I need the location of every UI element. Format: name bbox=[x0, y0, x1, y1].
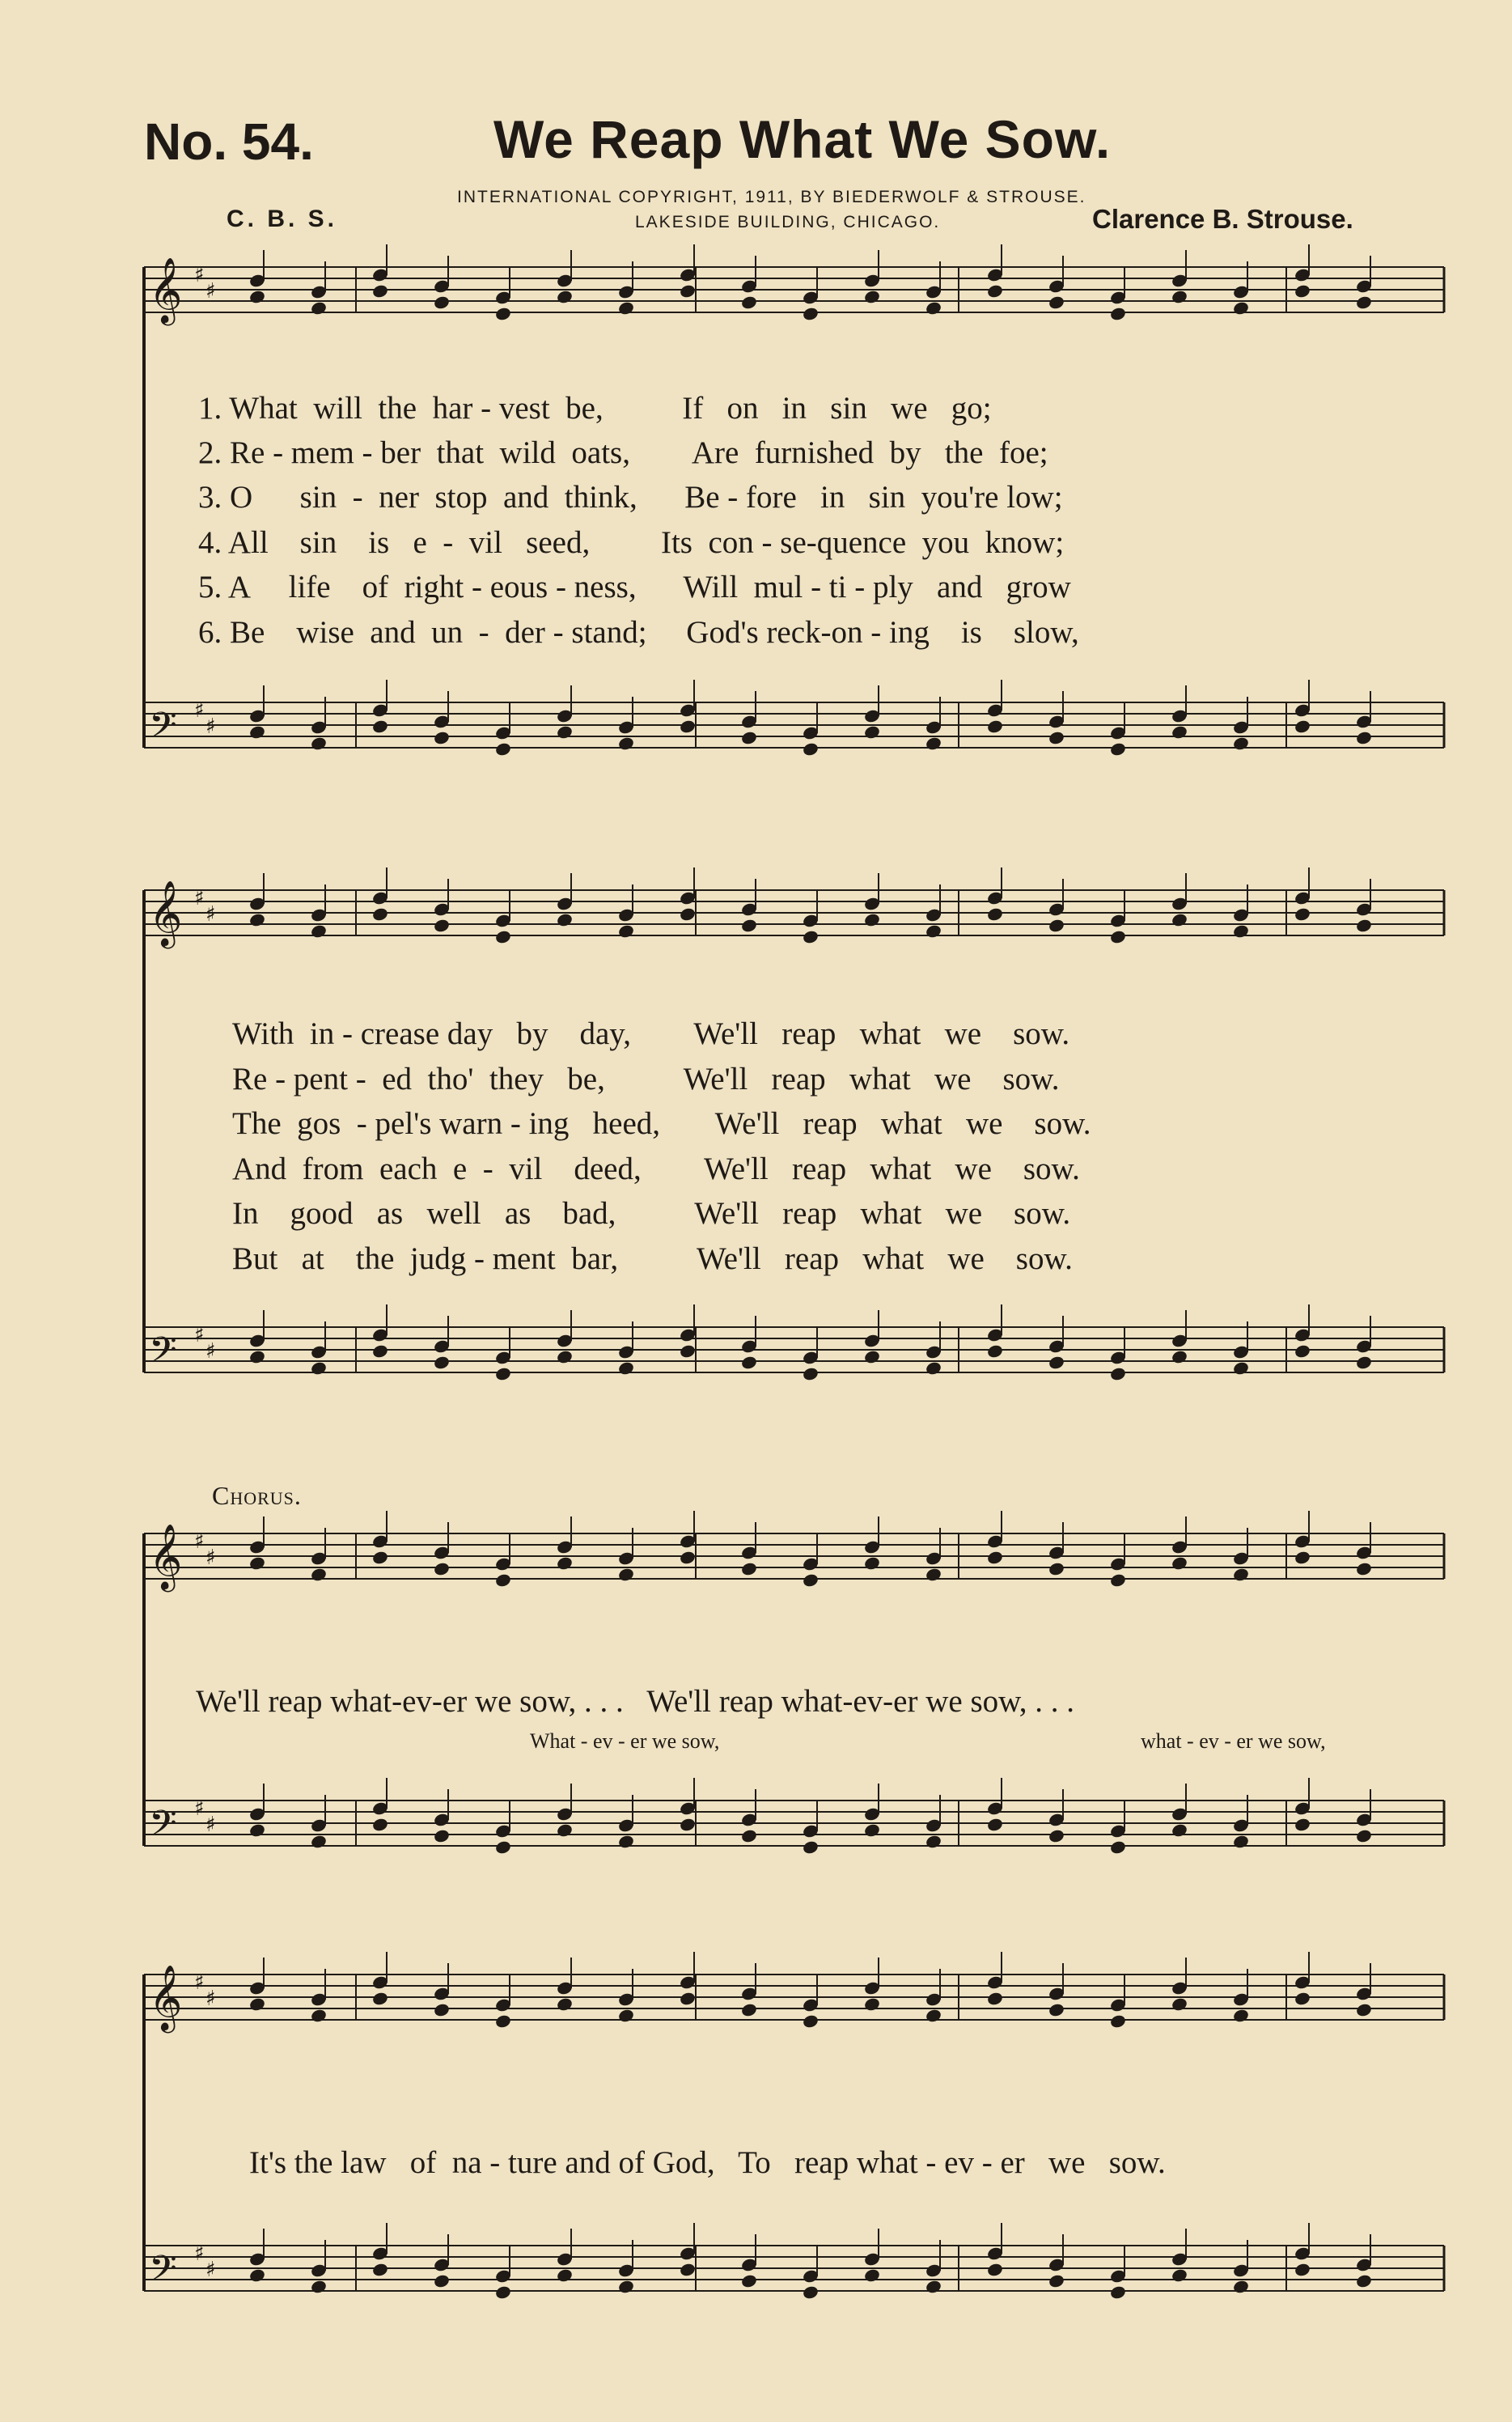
note-head bbox=[617, 1567, 635, 1582]
note-head bbox=[494, 741, 512, 757]
note-head bbox=[310, 2008, 328, 2023]
note-head bbox=[740, 1561, 758, 1576]
note-head bbox=[1294, 719, 1311, 734]
note-head bbox=[494, 2013, 512, 2029]
note-head bbox=[925, 300, 942, 316]
note-head bbox=[433, 1828, 451, 1843]
note-head bbox=[371, 1343, 389, 1359]
note-head bbox=[617, 1360, 635, 1376]
note-head bbox=[1171, 2267, 1188, 2283]
lyricist-initials: C. B. S. bbox=[227, 206, 338, 232]
verse-line: 6. Be wise and un - der - stand; God's reck-on - ing is slow, bbox=[198, 615, 1079, 650]
note-head bbox=[1294, 1550, 1311, 1565]
note-head bbox=[1232, 1834, 1250, 1849]
treble-clef-icon: 𝄞 bbox=[149, 880, 183, 946]
note-head bbox=[740, 1828, 758, 1843]
note-head bbox=[925, 2008, 942, 2023]
note-head bbox=[802, 306, 820, 321]
note-head bbox=[1171, 1822, 1188, 1838]
verse-line: Re - pent - ed tho' they be, We'll reap what we sow. bbox=[232, 1062, 1060, 1096]
bass-clef-icon: 𝄢 bbox=[149, 1329, 177, 1380]
note-head bbox=[986, 1991, 1004, 2006]
note-head bbox=[556, 289, 574, 304]
composer-name: Clarence B. Strouse. bbox=[1092, 204, 1353, 234]
note-head bbox=[740, 730, 758, 745]
note-head bbox=[679, 1550, 697, 1565]
note-head bbox=[1171, 1349, 1188, 1364]
note-head bbox=[556, 912, 574, 927]
note-head bbox=[1294, 283, 1311, 299]
note-head bbox=[556, 1822, 574, 1838]
verse-line: 4. All sin is e - vil seed, Its con - se-quence you know; bbox=[198, 525, 1065, 560]
sharp-icon: ♯ bbox=[194, 1323, 205, 1347]
note-head bbox=[802, 2284, 820, 2300]
note-head bbox=[1232, 923, 1250, 939]
note-head bbox=[1171, 1555, 1188, 1571]
note-head bbox=[1355, 1355, 1373, 1370]
chorus-echo: what - ev - er we sow, bbox=[1141, 1729, 1326, 1753]
note-head bbox=[494, 1572, 512, 1588]
note-head bbox=[310, 736, 328, 751]
note-head bbox=[1232, 1567, 1250, 1582]
chorus-echo: What - ev - er we sow, bbox=[530, 1729, 720, 1753]
note-head bbox=[1232, 736, 1250, 751]
note-head bbox=[248, 724, 266, 740]
note-head bbox=[740, 2002, 758, 2017]
note-head bbox=[1232, 2279, 1250, 2294]
verse-line: But at the judg - ment bar, We'll reap what we sow. bbox=[232, 1241, 1073, 1276]
chorus-lyric: It's the law of na - ture and of God, To reap what - ev - er we sow. bbox=[249, 2145, 1166, 2180]
note-head bbox=[371, 906, 389, 922]
verse-line: 5. A life of right - eous - ness, Will mul - ti - ply and grow bbox=[198, 570, 1071, 604]
note-head bbox=[1109, 2284, 1127, 2300]
publisher-address: LAKESIDE BUILDING, CHICAGO. bbox=[635, 213, 941, 231]
note-head bbox=[1109, 741, 1127, 757]
note-head bbox=[433, 2273, 451, 2288]
note-head bbox=[925, 1834, 942, 1849]
sharp-icon: ♯ bbox=[194, 886, 205, 910]
note-head bbox=[863, 912, 881, 927]
treble-clef-icon: 𝄞 bbox=[149, 1523, 183, 1589]
note-head bbox=[679, 2262, 697, 2277]
note-head bbox=[986, 1817, 1004, 1832]
note-head bbox=[310, 300, 328, 316]
note-head bbox=[802, 1366, 820, 1381]
note-head bbox=[371, 283, 389, 299]
note-head bbox=[679, 1817, 697, 1832]
sharp-icon: ♯ bbox=[194, 2242, 205, 2266]
note-head bbox=[925, 736, 942, 751]
note-head bbox=[925, 1360, 942, 1376]
note-head bbox=[986, 719, 1004, 734]
note-head bbox=[986, 1343, 1004, 1359]
sharp-icon: ♯ bbox=[194, 1529, 205, 1554]
note-head bbox=[556, 1349, 574, 1364]
note-head bbox=[802, 1572, 820, 1588]
note-head bbox=[740, 2273, 758, 2288]
bass-clef-icon: 𝄢 bbox=[149, 1802, 177, 1853]
note-head bbox=[1232, 2008, 1250, 2023]
note-head bbox=[679, 1991, 697, 2006]
verse-line: And from each e - vil deed, We'll reap what we sow. bbox=[232, 1152, 1080, 1186]
note-head bbox=[433, 295, 451, 310]
note-head bbox=[1048, 2273, 1065, 2288]
sharp-icon: ♯ bbox=[194, 1796, 205, 1821]
note-head bbox=[556, 724, 574, 740]
verse-line: The gos - pel's warn - ing heed, We'll reap what we sow. bbox=[232, 1106, 1091, 1141]
verse-line: 1. What will the har - vest be, If on in sin we go; bbox=[198, 391, 992, 426]
note-head bbox=[1232, 300, 1250, 316]
note-head bbox=[248, 912, 266, 927]
note-head bbox=[248, 1822, 266, 1838]
sharp-icon: ♯ bbox=[194, 698, 205, 723]
bass-clef-icon: 𝄢 bbox=[149, 704, 177, 755]
note-head bbox=[1355, 2273, 1373, 2288]
note-head bbox=[1048, 1561, 1065, 1576]
note-head bbox=[863, 1349, 881, 1364]
note-head bbox=[1109, 306, 1127, 321]
note-head bbox=[617, 2279, 635, 2294]
note-head bbox=[1048, 730, 1065, 745]
note-head bbox=[248, 1349, 266, 1364]
note-head bbox=[802, 929, 820, 944]
note-head bbox=[1294, 1817, 1311, 1832]
note-head bbox=[248, 1555, 266, 1571]
note-head bbox=[863, 1555, 881, 1571]
note-head bbox=[925, 923, 942, 939]
note-head bbox=[1294, 906, 1311, 922]
note-head bbox=[1109, 1366, 1127, 1381]
note-head bbox=[1048, 918, 1065, 933]
note-head bbox=[986, 1550, 1004, 1565]
note-head bbox=[1048, 2002, 1065, 2017]
note-head bbox=[986, 2262, 1004, 2277]
note-head bbox=[371, 1550, 389, 1565]
note-head bbox=[617, 923, 635, 939]
note-head bbox=[1171, 912, 1188, 927]
note-head bbox=[925, 2279, 942, 2294]
note-head bbox=[310, 1567, 328, 1582]
note-head bbox=[1294, 1991, 1311, 2006]
note-head bbox=[802, 741, 820, 757]
note-head bbox=[1294, 2262, 1311, 2277]
note-head bbox=[1355, 2002, 1373, 2017]
note-head bbox=[679, 283, 697, 299]
sharp-icon: ♯ bbox=[205, 1339, 216, 1364]
hymn-number: No. 54. bbox=[144, 112, 314, 171]
verse-line: With in - crease day by day, We'll reap what we sow. bbox=[232, 1016, 1070, 1051]
note-head bbox=[1171, 1996, 1188, 2012]
note-head bbox=[1109, 929, 1127, 944]
sharp-icon: ♯ bbox=[205, 902, 216, 927]
note-head bbox=[248, 2267, 266, 2283]
note-head bbox=[679, 906, 697, 922]
note-head bbox=[494, 1366, 512, 1381]
note-head bbox=[1048, 1828, 1065, 1843]
hymn-title: We Reap What We Sow. bbox=[493, 109, 1112, 169]
verse-line: 3. O sin - ner stop and think, Be - fore in sin you're low; bbox=[198, 480, 1063, 515]
note-head bbox=[371, 1991, 389, 2006]
note-head bbox=[433, 2002, 451, 2017]
note-head bbox=[556, 1555, 574, 1571]
note-head bbox=[863, 289, 881, 304]
note-head bbox=[371, 719, 389, 734]
note-head bbox=[433, 1561, 451, 1576]
note-head bbox=[802, 2013, 820, 2029]
copyright-line: INTERNATIONAL COPYRIGHT, 1911, BY BIEDERWOLF & STROUSE. bbox=[457, 188, 1086, 206]
note-head bbox=[1355, 730, 1373, 745]
note-head bbox=[248, 289, 266, 304]
note-head bbox=[1048, 1355, 1065, 1370]
note-head bbox=[986, 906, 1004, 922]
note-head bbox=[310, 1834, 328, 1849]
note-head bbox=[1355, 1561, 1373, 1576]
note-head bbox=[556, 2267, 574, 2283]
note-head bbox=[371, 2262, 389, 2277]
verse-line: 2. Re - mem - ber that wild oats, Are furnished by the foe; bbox=[198, 435, 1048, 470]
verse-line: In good as well as bad, We'll reap what we sow. bbox=[232, 1196, 1071, 1231]
note-head bbox=[1355, 295, 1373, 310]
note-head bbox=[556, 1996, 574, 2012]
note-head bbox=[310, 2279, 328, 2294]
note-head bbox=[863, 2267, 881, 2283]
sharp-icon: ♯ bbox=[205, 1813, 216, 1837]
note-head bbox=[1109, 2013, 1127, 2029]
note-head bbox=[925, 1567, 942, 1582]
note-head bbox=[1171, 289, 1188, 304]
chorus-label: Chorus. bbox=[212, 1481, 302, 1510]
bass-clef-icon: 𝄢 bbox=[149, 2247, 177, 2298]
note-head bbox=[1294, 1343, 1311, 1359]
note-head bbox=[1171, 724, 1188, 740]
note-head bbox=[494, 2284, 512, 2300]
sharp-icon: ♯ bbox=[205, 2258, 216, 2282]
note-head bbox=[494, 306, 512, 321]
note-head bbox=[1109, 1839, 1127, 1855]
chorus-lyric: We'll reap what-ev-er we sow, . . . We'll reap what-ev-er we sow, . . . bbox=[196, 1684, 1075, 1719]
treble-clef-icon: 𝄞 bbox=[149, 1964, 183, 2030]
sharp-icon: ♯ bbox=[205, 1546, 216, 1570]
note-head bbox=[740, 295, 758, 310]
note-head bbox=[1048, 295, 1065, 310]
note-head bbox=[740, 918, 758, 933]
note-head bbox=[1109, 1572, 1127, 1588]
note-head bbox=[679, 1343, 697, 1359]
note-head bbox=[494, 1839, 512, 1855]
note-head bbox=[617, 1834, 635, 1849]
note-head bbox=[494, 929, 512, 944]
sharp-icon: ♯ bbox=[205, 279, 216, 303]
note-head bbox=[740, 1355, 758, 1370]
note-head bbox=[433, 1355, 451, 1370]
note-head bbox=[863, 1996, 881, 2012]
note-head bbox=[310, 923, 328, 939]
treble-clef-icon: 𝄞 bbox=[149, 257, 183, 323]
note-head bbox=[617, 736, 635, 751]
note-head bbox=[863, 724, 881, 740]
note-head bbox=[371, 1817, 389, 1832]
note-head bbox=[986, 283, 1004, 299]
note-head bbox=[248, 1996, 266, 2012]
note-head bbox=[1232, 1360, 1250, 1376]
note-head bbox=[617, 2008, 635, 2023]
sharp-icon: ♯ bbox=[194, 263, 205, 287]
note-head bbox=[1355, 918, 1373, 933]
note-head bbox=[1355, 1828, 1373, 1843]
note-head bbox=[617, 300, 635, 316]
sharp-icon: ♯ bbox=[205, 1987, 216, 2011]
note-head bbox=[863, 1822, 881, 1838]
sharp-icon: ♯ bbox=[205, 715, 216, 739]
sharp-icon: ♯ bbox=[194, 1970, 205, 1995]
note-head bbox=[433, 730, 451, 745]
note-head bbox=[802, 1839, 820, 1855]
note-head bbox=[679, 719, 697, 734]
note-head bbox=[433, 918, 451, 933]
note-head bbox=[310, 1360, 328, 1376]
